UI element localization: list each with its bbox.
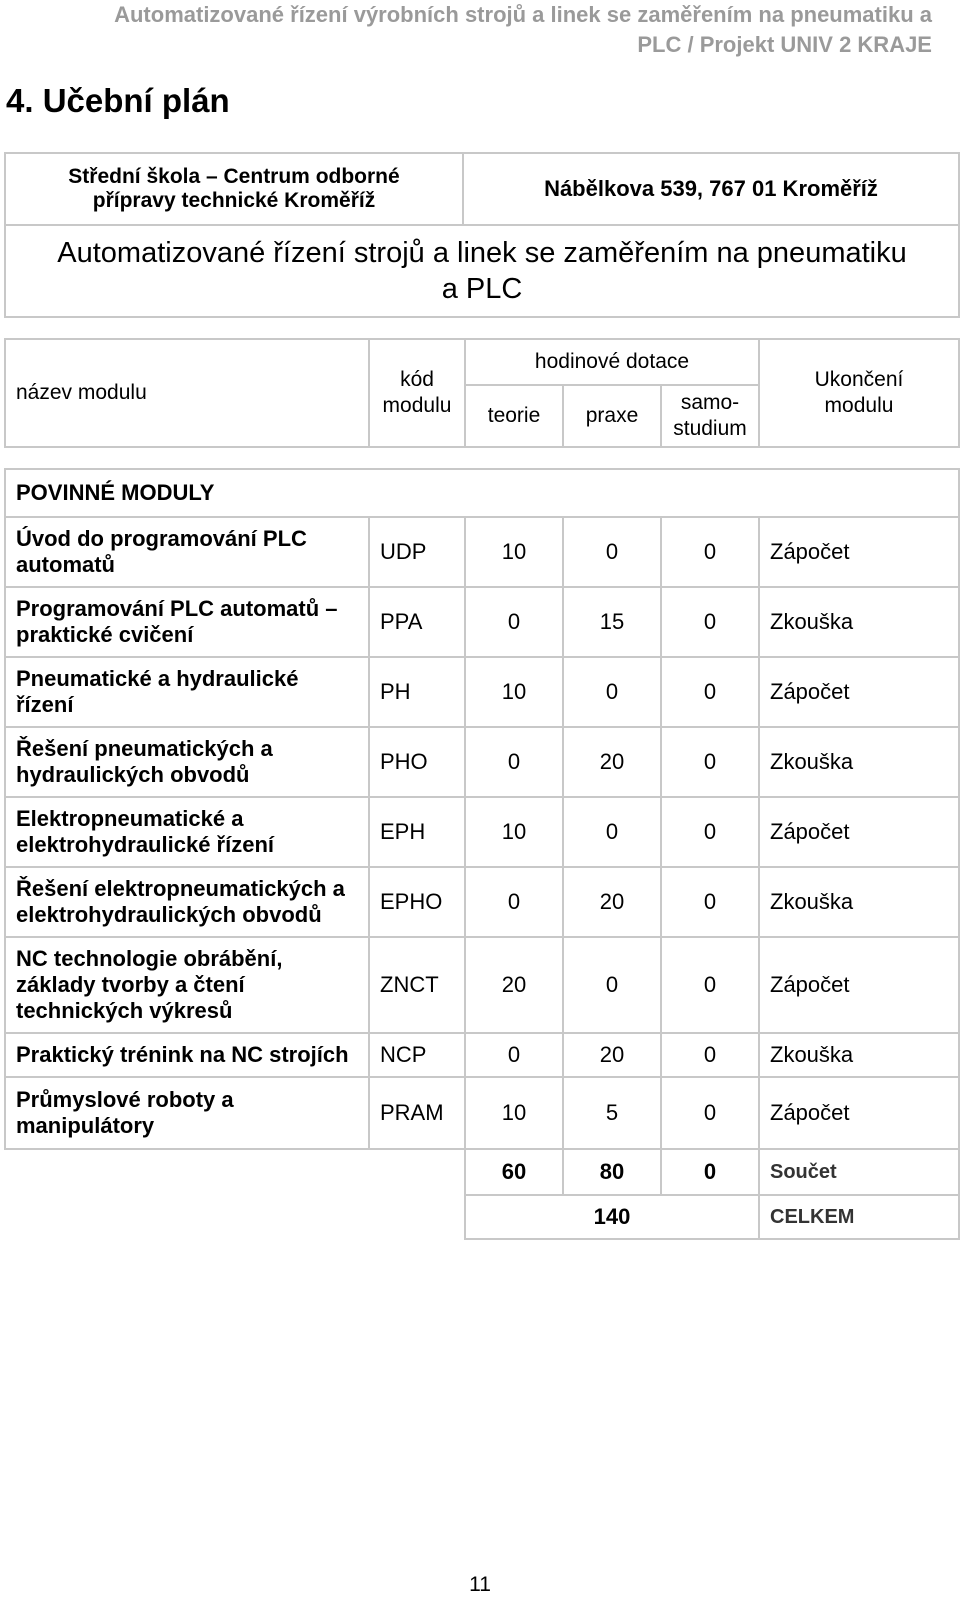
module-code: EPH xyxy=(369,797,465,867)
completion-type: Zkouška xyxy=(759,867,959,937)
module-code: NCP xyxy=(369,1033,465,1077)
self-study-hours: 0 xyxy=(661,1033,759,1077)
total-theory: 60 xyxy=(465,1149,563,1195)
module-code: PHO xyxy=(369,727,465,797)
module-name-line: základy tvorby a čtení xyxy=(16,972,245,997)
module-name xyxy=(5,867,369,937)
school-address: Nábělkova 539, 767 01 Kroměříž xyxy=(463,153,959,225)
module-name-line: praktické cvičení xyxy=(16,622,194,647)
grand-total-label: CELKEM xyxy=(759,1195,959,1239)
module-name xyxy=(5,1077,369,1149)
table-row xyxy=(5,517,959,587)
module-code: PRAM xyxy=(369,1077,465,1149)
totals-row xyxy=(5,1149,959,1195)
theory-hours: 0 xyxy=(465,727,563,797)
section-label: POVINNÉ MODULY xyxy=(5,469,959,517)
module-name-line: řízení xyxy=(16,692,74,717)
header-module-code xyxy=(369,339,465,447)
module-name-line: elektrohydraulických obvodů xyxy=(16,902,322,927)
theory-hours: 10 xyxy=(465,657,563,727)
table-gap xyxy=(5,447,959,469)
completion-type: Zápočet xyxy=(759,1077,959,1149)
running-header-line-1: Automatizované řízení výrobních strojů a linek se zaměřením na pneumatiku a xyxy=(114,2,932,27)
theory-hours: 0 xyxy=(465,587,563,657)
module-code: EPHO xyxy=(369,867,465,937)
module-name-line: Řešení elektropneumatických a xyxy=(16,876,345,901)
table-row xyxy=(5,797,959,867)
program-title-line-1: Automatizované řízení strojů a linek se zaměřením na pneumatiku xyxy=(57,237,907,269)
page-number: 11 xyxy=(469,1573,491,1596)
self-study-hours: 0 xyxy=(661,867,759,937)
practice-hours: 20 xyxy=(563,867,661,937)
header-module-name: název modulu xyxy=(5,339,369,447)
module-code: PPA xyxy=(369,587,465,657)
theory-hours: 10 xyxy=(465,517,563,587)
self-study-hours: 0 xyxy=(661,937,759,1033)
practice-hours: 0 xyxy=(563,657,661,727)
module-name-line: Řešení pneumatických a xyxy=(16,736,273,761)
module-name-line: automatů xyxy=(16,552,115,577)
header-hours: hodinové dotace xyxy=(465,339,759,385)
module-name-line: Průmyslové roboty a xyxy=(16,1087,234,1112)
header-practice: praxe xyxy=(563,385,661,447)
theory-hours: 10 xyxy=(465,1077,563,1149)
header-module-code-line-2: modulu xyxy=(382,394,452,417)
practice-hours: 0 xyxy=(563,517,661,587)
self-study-hours: 0 xyxy=(661,797,759,867)
theory-hours: 10 xyxy=(465,797,563,867)
school-name-line-1: Střední škola – Centrum odborné xyxy=(68,165,400,188)
table-row xyxy=(5,937,959,1033)
theory-hours: 0 xyxy=(465,867,563,937)
grand-total-row xyxy=(5,1195,959,1239)
grand-total-value: 140 xyxy=(465,1195,759,1239)
module-name-line: Úvod do programování PLC xyxy=(16,526,307,551)
self-study-hours: 0 xyxy=(661,1077,759,1149)
module-name-line: elektrohydraulické řízení xyxy=(16,832,274,857)
header-completion-line-2: modulu xyxy=(824,394,894,417)
completion-type: Zápočet xyxy=(759,657,959,727)
module-name xyxy=(5,517,369,587)
module-name-line: NC technologie obrábění, xyxy=(16,946,283,971)
completion-type: Zápočet xyxy=(759,517,959,587)
table-row xyxy=(5,1077,959,1149)
table-row xyxy=(5,1033,959,1077)
self-study-hours: 0 xyxy=(661,657,759,727)
total-self-study: 0 xyxy=(661,1149,759,1195)
running-header xyxy=(114,0,932,60)
running-header-line-2: PLC / Projekt UNIV 2 KRAJE xyxy=(637,32,932,57)
table-row xyxy=(5,727,959,797)
theory-hours: 20 xyxy=(465,937,563,1033)
practice-hours: 5 xyxy=(563,1077,661,1149)
module-name-line: Elektropneumatické a xyxy=(16,806,244,831)
totals-label: Součet xyxy=(759,1149,959,1195)
table-row xyxy=(5,587,959,657)
curriculum-table xyxy=(4,338,960,1240)
practice-hours: 0 xyxy=(563,797,661,867)
practice-hours: 15 xyxy=(563,587,661,657)
school-name-cell xyxy=(5,153,463,225)
completion-type: Zkouška xyxy=(759,727,959,797)
module-code: UDP xyxy=(369,517,465,587)
school-name-line-2: přípravy technické Kroměříž xyxy=(92,189,376,212)
practice-hours: 20 xyxy=(563,727,661,797)
section-heading: 4. Učební plán xyxy=(6,82,230,119)
module-name xyxy=(5,657,369,727)
program-title-cell xyxy=(5,225,959,317)
module-name-line: technických výkresů xyxy=(16,998,233,1023)
self-study-hours: 0 xyxy=(661,727,759,797)
module-name: Praktický trénink na NC strojích xyxy=(5,1033,369,1077)
totals-spacer xyxy=(5,1149,465,1195)
header-self-study-line-1: samo- xyxy=(680,391,740,414)
header-completion-line-1: Ukončení xyxy=(814,368,904,391)
module-name xyxy=(5,937,369,1033)
module-name-line: Pneumatické a hydraulické xyxy=(16,666,299,691)
completion-type: Zkouška xyxy=(759,1033,959,1077)
module-name-line: hydraulických obvodů xyxy=(16,762,250,787)
program-title-line-2: a PLC xyxy=(441,273,523,305)
self-study-hours: 0 xyxy=(661,587,759,657)
table-row xyxy=(5,657,959,727)
module-name xyxy=(5,587,369,657)
header-theory: teorie xyxy=(465,385,563,447)
completion-type: Zápočet xyxy=(759,797,959,867)
module-name xyxy=(5,797,369,867)
practice-hours: 0 xyxy=(563,937,661,1033)
module-name-line: Programování PLC automatů – xyxy=(16,596,338,621)
grand-total-spacer xyxy=(5,1195,465,1239)
self-study-hours: 0 xyxy=(661,517,759,587)
completion-type: Zkouška xyxy=(759,587,959,657)
module-code: PH xyxy=(369,657,465,727)
header-completion xyxy=(759,339,959,447)
theory-hours: 0 xyxy=(465,1033,563,1077)
completion-type: Zápočet xyxy=(759,937,959,1033)
school-info-table xyxy=(4,152,960,318)
total-practice: 80 xyxy=(563,1149,661,1195)
header-self-study xyxy=(661,385,759,447)
table-row xyxy=(5,867,959,937)
header-module-code-line-1: kód xyxy=(400,368,434,391)
module-name-line: manipulátory xyxy=(16,1113,155,1138)
module-code: ZNCT xyxy=(369,937,465,1033)
practice-hours: 20 xyxy=(563,1033,661,1077)
header-self-study-line-2: studium xyxy=(673,417,747,440)
module-name xyxy=(5,727,369,797)
